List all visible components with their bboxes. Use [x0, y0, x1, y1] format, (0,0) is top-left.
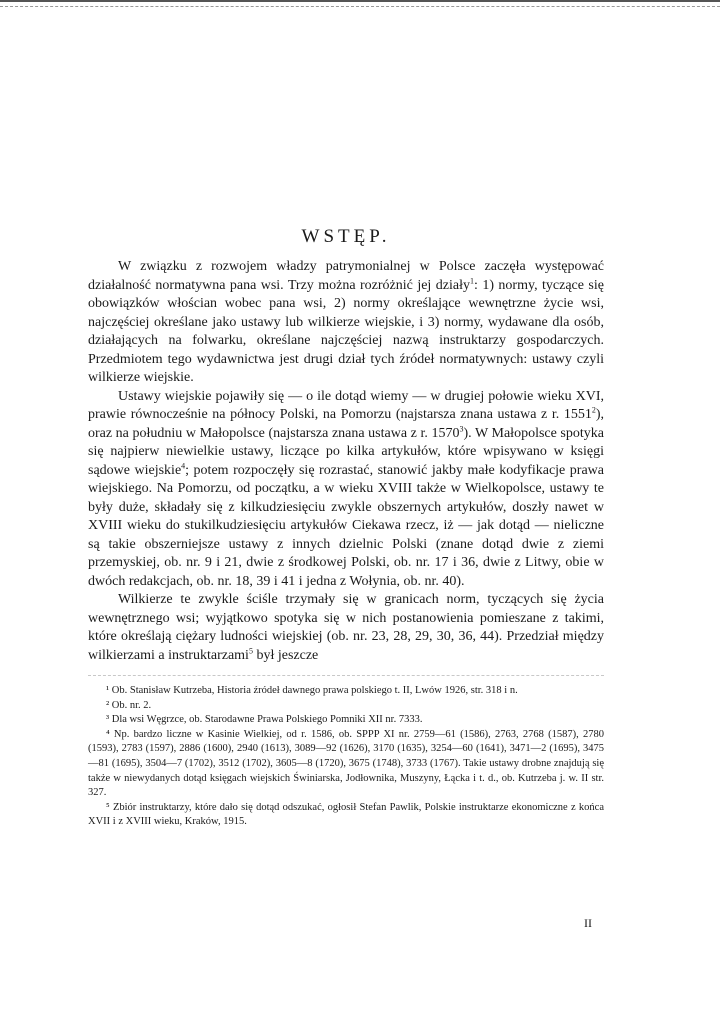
footnote-ref: 5	[248, 645, 253, 655]
footnote: ⁴ Np. bardzo liczne w Kasinie Wielkiej, od r. 1586, ob. SPPP XI nr. 2759—61 (1586), 2763, 2768 (1587), 2780 (1593), 2783 (1597), 2886 (1600), 2940 (1613), 3089—92 (1626), 3170 (1635), 3254—60 (1641), 3471—2 (1695), 3475—81 (1695), 3504—7 (1702), 3512 (1702), 3605—8 (1720), 3675 (1748), 3733 (1767). Takie ustawy drobne znajdują się także w niewydanych dotąd księgach wiejskich Świniarska, Jodłownika, Muszyny, Łącka i t. d., ob. Kutrzeba j. w. II str. 327.	[88, 728, 604, 799]
footnote: ⁵ Zbiór instruktarzy, które dało się dotąd odszukać, ogłosił Stefan Pawlik, Polskie instruktarze ekonomiczne z końca XVII i z XVIII wieku, Kraków, 1915.	[88, 801, 604, 828]
paragraph-text: ). W Małopolsce spotyka się najpierw niewielkie ustawy, liczące po kilka artykułów, które wpisywano w księgi sądowe wiejskie	[88, 425, 604, 478]
footnote-ref: 4	[181, 460, 186, 470]
footnote-divider	[88, 675, 604, 676]
footnote-ref: 1	[469, 275, 474, 285]
body-paragraph	[88, 258, 604, 388]
footnote-ref: 3	[459, 423, 464, 433]
paragraph-text: Ustawy wiejskie pojawiły się — o ile dotąd wiemy — w drugiej połowie wieku XVI, prawie równocześnie na północy Polski, na Pomorzu (najstarsza znana ustawa z r. 1551	[88, 388, 604, 422]
footnote: ¹ Ob. Stanisław Kutrzeba, Historia źródeł dawnego prawa polskiego t. II, Lwów 1926, str. 318 i n.	[106, 685, 518, 696]
footnote: ² Ob. nr. 2.	[106, 699, 152, 711]
page-body	[88, 226, 604, 830]
body-paragraph	[88, 591, 604, 665]
page-top-rule	[0, 6, 720, 7]
body-paragraph	[88, 388, 604, 592]
page-title: WSTĘP.	[301, 226, 391, 247]
main-text	[88, 258, 604, 665]
footnote-ref: 2	[591, 405, 596, 415]
paragraph-text: był jeszcze	[252, 647, 319, 663]
footnote: ³ Dla wsi Węgrzce, ob. Starodawne Prawa Polskiego Pomniki XII nr. 7333.	[106, 714, 423, 726]
paragraph-text: Wilkierze te zwykle ściśle trzymały się w granicach norm, tyczących się życia wewnętrznego wsi; wyjątkowo spotyka się w nich postanowienia pomieszane z takimi, które określają ciężary ludności wiejskiej (ob. nr. 23, 28, 29, 30, 36, 44). Przedział między wilkierzami a instruktarzami	[88, 592, 604, 663]
paragraph-text: ; potem rozpoczęły się rozrastać, stanowić jakby małe kodyfikacje prawa wiejskiego. Na Pomorzu, od początku, a w wieku XVIII także w Wielkopolsce, ustawy te były duże, składały się z kilkudziesięciu zwykle obszernych artykułów, doszły nawet w XVIII wieku do stukilkudziesięciu artykułów Ciekawa rzecz, iż — jak dotąd — nieliczne są takie obszerniejsze ustawy z innych dzielnic Polski (znane dotąd dwie z ziemi przemyskiej, ob. nr. 9 i 21, dwie z środkowej Polski, ob. nr. 17 i 36, dwie z Litwy, obie w dwóch redakcjach, ob. nr. 18, 39 i 41 i jedna z Wołynia, ob. nr. 40).	[88, 462, 604, 589]
paragraph-text: ), oraz na południu w Małopolsce (najstarsza znana ustawa z r. 1570	[88, 407, 604, 441]
paragraph-text: W związku z rozwojem władzy patrymonialnej w Polsce zaczęła występować działalność normatywna pana wsi. Trzy można rozróżnić jej działy	[88, 259, 604, 293]
page-number: II	[584, 916, 592, 930]
footnotes	[88, 684, 604, 830]
paragraph-text: : 1) normy, tyczące się obowiązków włościan wobec pana wsi, 2) normy określające wewnętrzne życie wsi, najczęściej określane jako ustawy lub wilkierze wiejskie, i 3) normy, wydawane dla osób, działających na folwarku, określane najczęściej nazwą instruktarzy gospodarczych. Przedmiotem tego wydawnictwa jest drugi dział tych źródeł normatywnych: ustawy czyli wilkierze wiejskie.	[88, 277, 604, 385]
